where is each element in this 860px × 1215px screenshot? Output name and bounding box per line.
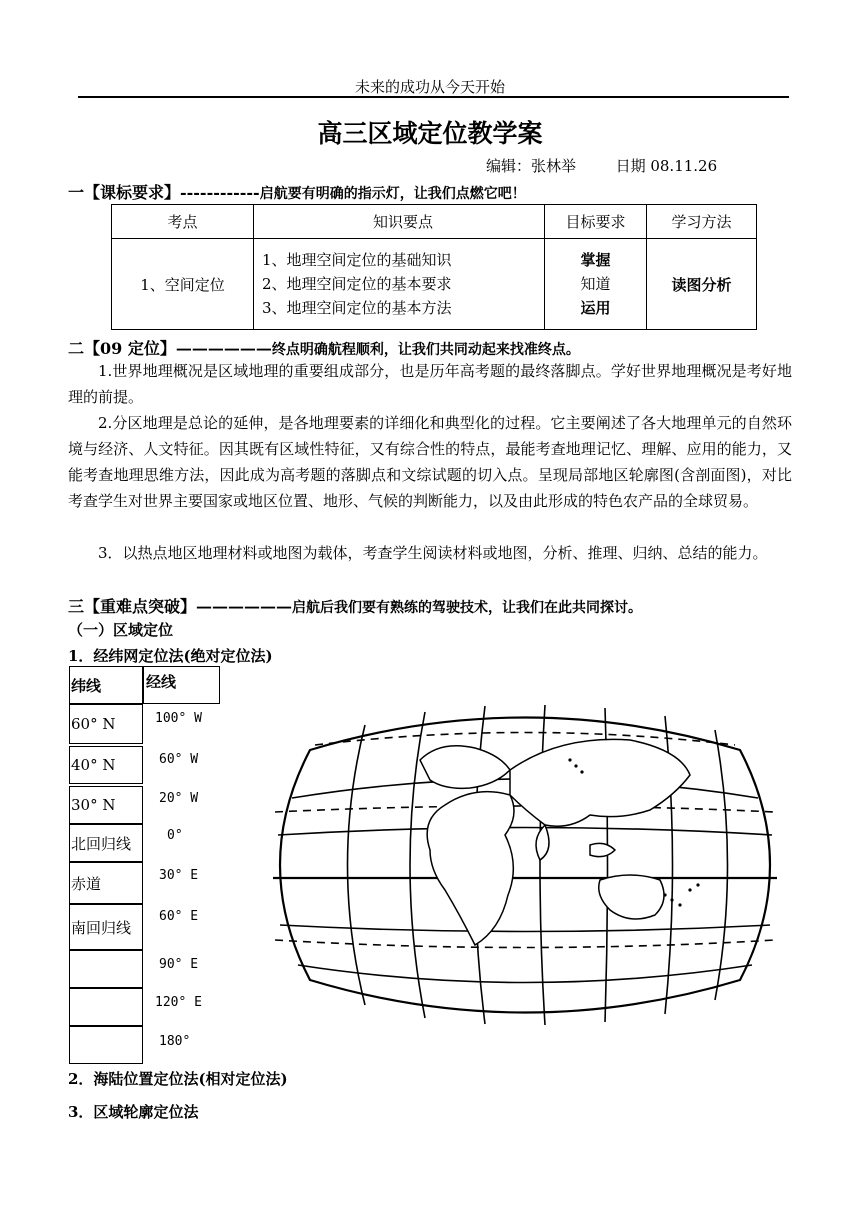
section3-slogan: 启航后我们要有熟练的驾驶技术，让我们在此共同探讨。 <box>292 600 643 616</box>
lat-row: 赤道 <box>69 862 143 904</box>
table-row <box>112 239 757 330</box>
africa-shape <box>427 792 514 945</box>
tropic-of-capricorn <box>275 940 775 948</box>
col-header-goals: 目标要求 <box>545 205 647 239</box>
lon-label: 100° W <box>155 711 202 726</box>
section3-title: 三【重难点突破】—————— <box>68 597 293 616</box>
paragraph-2: 2.分区地理是总论的延伸，是各地理要素的详细化和典型化的过程。它主要阐述了各大地理单元的自然环境与经济、人文特征。因其既有区域性特征，又有综合性的特点，最能考查地理记忆、理解、应用的能力，又能考查地理思维方法，因此成为高考题的落脚点和文综试题的切入点。呈现局部地区轮廓图(含剖面图)，对比考查学生对世界主要国家或地区位置、地形、气候的判断能力，以及由此形成的特色农产品的全球贸易。 <box>68 414 792 510</box>
method-1: 1．经纬网定位法(绝对定位法) <box>68 647 273 665</box>
arctic-circle <box>315 733 735 746</box>
lat-row: 30° N <box>69 786 143 824</box>
date-label: 日期 08.11.26 <box>615 157 718 175</box>
method-3: 3．区域轮廓定位法 <box>68 1103 199 1121</box>
header-rule <box>78 96 789 98</box>
paragraph-3: 3．以热点地区地理材料或地图为载体，考查学生阅读材料或地图，分析、推理、归纳、总结的能力。 <box>98 544 768 562</box>
page-header: 未来的成功从今天开始 <box>354 78 505 96</box>
asia-shape <box>510 739 690 826</box>
meridian-line <box>348 725 366 1005</box>
col-header-points: 知识要点 <box>254 205 545 239</box>
world-map-figure <box>270 700 780 1030</box>
lon-label: 90° E <box>159 957 199 972</box>
goal-2: 知道 <box>580 275 611 293</box>
indonesia-shape <box>590 843 615 856</box>
requirements-table <box>111 204 757 330</box>
section1-title: 一【课标要求】------------ <box>68 183 260 202</box>
lat-row-blank <box>69 950 143 988</box>
lon-header: 经线 <box>143 666 220 704</box>
cell-goals <box>545 239 647 330</box>
section3-heading <box>68 594 642 617</box>
section1-slogan: 启航要有明确的指示灯，让我们点燃它吧！ <box>259 186 526 202</box>
col-header-topic: 考点 <box>112 205 254 239</box>
section2-heading <box>68 336 580 359</box>
lon-label: 180° <box>159 1034 191 1049</box>
meridian-line <box>715 730 728 1000</box>
cell-method: 读图分析 <box>647 239 757 330</box>
paragraph-1: 1.世界地理概况是区域地理的重要组成部分，也是历年高考题的最终落脚点。学好世界地理概况是考好地理的前提。 <box>68 362 792 406</box>
lon-label: 120° E <box>155 995 202 1010</box>
lon-label: 30° E <box>159 868 199 883</box>
lon-label: 60° W <box>159 752 199 767</box>
lat-header: 纬线 <box>69 666 143 704</box>
parallel-line <box>298 965 752 983</box>
lat-row: 南回归线 <box>69 904 143 950</box>
method-2: 2．海陆位置定位法(相对定位法) <box>68 1070 288 1088</box>
cell-points <box>254 239 545 330</box>
section2-title: 二【09 定位】—————— <box>68 339 272 358</box>
parallel-line <box>278 828 772 836</box>
lat-row-blank <box>69 1026 143 1064</box>
col-header-method: 学习方法 <box>647 205 757 239</box>
section1-heading <box>68 180 526 203</box>
lon-label: 60° E <box>159 909 199 924</box>
cell-topic: 1、空间定位 <box>112 239 254 330</box>
section2-slogan: 终点明确航程顺利，让我们共同动起来找准终点。 <box>271 342 580 358</box>
europe-shape <box>420 746 510 789</box>
goal-3: 运用 <box>580 299 611 317</box>
lon-label: 0° <box>167 828 183 843</box>
table-header-row <box>112 205 757 239</box>
india-shape <box>536 825 549 860</box>
lon-label: 20° W <box>159 791 199 806</box>
point-1: 1、地理空间定位的基础知识 <box>262 251 452 269</box>
lat-row: 60° N <box>69 704 143 744</box>
point-3: 3、地理空间定位的基本方法 <box>262 299 452 317</box>
lat-row-blank <box>69 988 143 1026</box>
goal-1: 掌握 <box>580 251 611 269</box>
australia-shape <box>599 875 664 919</box>
subsection-region: （一）区域定位 <box>68 621 174 639</box>
meta-line <box>486 155 717 176</box>
point-2: 2、地理空间定位的基本要求 <box>262 275 452 293</box>
page-title: 高三区域定位教学案 <box>317 119 543 148</box>
editor-label: 编辑：张林举 <box>486 157 577 175</box>
lat-row: 北回归线 <box>69 824 143 862</box>
parallel-line <box>280 925 770 932</box>
lat-row: 40° N <box>69 746 143 784</box>
